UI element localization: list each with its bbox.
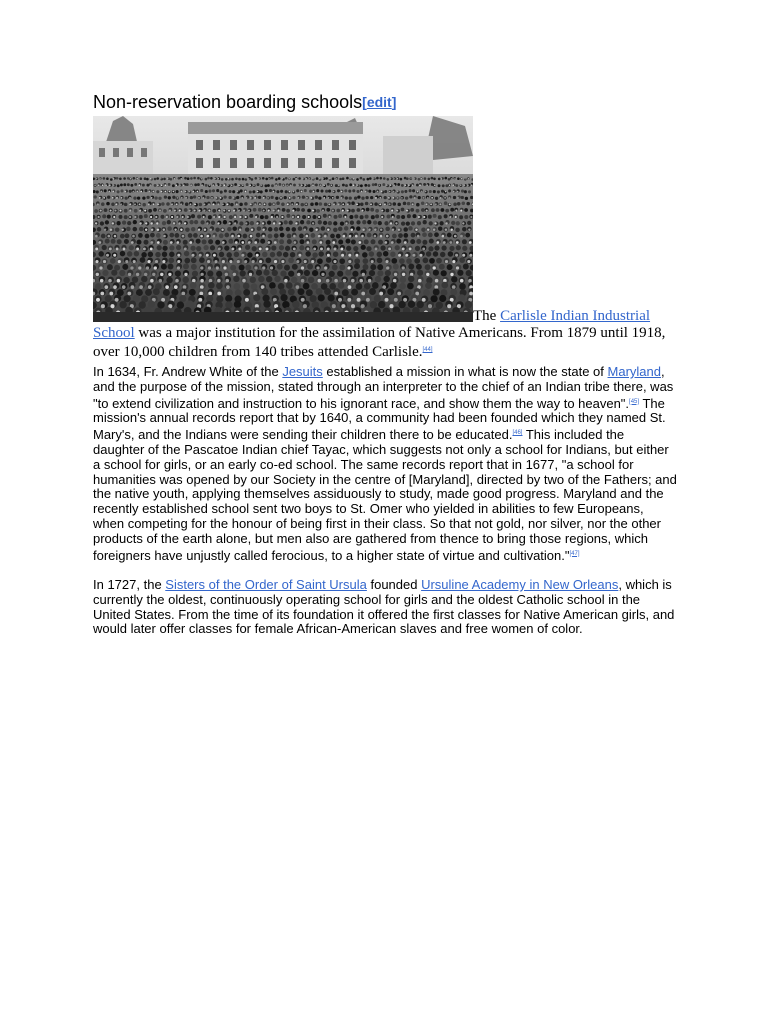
section-title: Non-reservation boarding schools	[93, 92, 363, 112]
section-heading	[93, 91, 396, 113]
citation-44[interactable]: [44]	[422, 347, 433, 353]
jesuits-link[interactable]: Jesuits	[282, 364, 323, 379]
edit-section-link[interactable]: edit	[366, 94, 392, 110]
paragraph-ursuline-academy: In 1727, the Sisters of the Order of Saint Ursula founded Ursuline Academy in New Orleans, which is currently the oldest, continuously operating school for girls and the oldest Catholic school in the United States. From the time of its foundation it offered the first classes for Native American girls, and would later offer classes for female African-American slaves and free women of color.	[93, 577, 675, 637]
edit-section-wrapper: [edit]	[362, 94, 397, 110]
photo-graphic	[93, 116, 473, 322]
maryland-link[interactable]: Maryland	[607, 364, 661, 379]
citation-45[interactable]: [45]	[629, 398, 640, 405]
ursuline-academy-link[interactable]: Ursuline Academy in New Orleans	[421, 577, 619, 592]
photo-caption: The Carlisle Indian Industrial School was a major institution for the assimilation of Native Americans. From 1879 until 1918, over 10,000 children from 140 tribes attended Carlisle.[44]	[93, 308, 666, 360]
sisters-saint-ursula-link[interactable]: Sisters of the Order of Saint Ursula	[165, 577, 367, 592]
carlisle-school-link[interactable]: Carlisle Indian Industrial School	[93, 308, 651, 341]
carlisle-school-photo[interactable]	[93, 116, 473, 322]
citation-46[interactable]: [46]	[512, 430, 523, 437]
paragraph-jesuit-mission: In 1634, Fr. Andrew White of the Jesuits established a mission in what is now the state of Maryland, and the purpose of the mission, stated through an interpreter to the chief of an Indian tribe there, was "to extend civilization and instruction to his ignorant race, and show them the way to heaven".[45] The mission's annual records report that by 1640, a community had been founded which they named St. Mary's, and the Indians were sending their children there to be educated.[46] This included the daughter of the Pascatoe Indian chief Tayac, which suggests not only a school for Indians, but either a school for girls, or an early co-ed school. The same records report that in 1677, "a school for humanities was opened by our Society in the centre of [Maryland], directed by two of the Fathers; and the native youth, applying themselves assiduously to study, made good progress. Maryland and the recently established school sent two boys to St. Omer who yielded in abilities to few Europeans, when competing for the honour of being first in their class. So that not gold, nor silver, nor the other products of the earth alone, but men also are gathered from thence to bring those regions, which foreigners have unjustly called ferocious, to a higher state of virtue and cultivation."[47]	[93, 364, 677, 563]
citation-47[interactable]: [47]	[569, 550, 580, 557]
